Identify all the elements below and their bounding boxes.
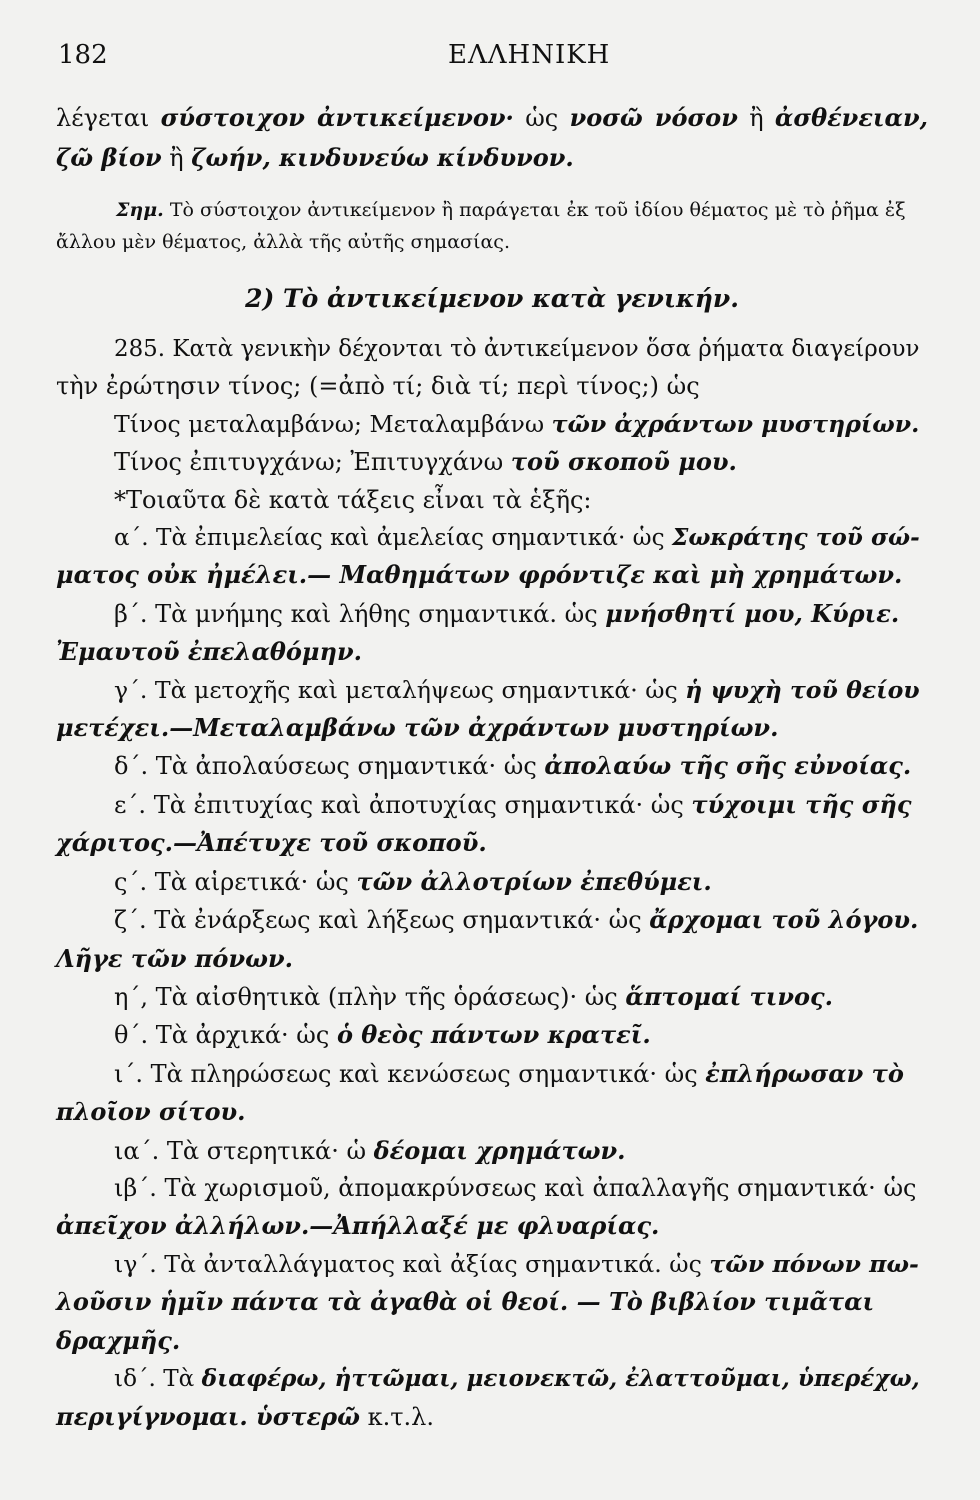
intro-bold-2: νοσῶ νόσον bbox=[569, 103, 738, 132]
intro-text-3: ἢ bbox=[737, 104, 775, 132]
bold-italic-example: τοῦ σκοποῦ μου. bbox=[510, 447, 737, 477]
text-line bbox=[56, 1207, 928, 1245]
text-line bbox=[56, 1322, 928, 1360]
bold-italic-example: ἀπολαύω τῆς σῆς εὐνοίας. bbox=[544, 751, 912, 781]
text-segment: ια΄. Τὰ στερητικά· ὡ bbox=[114, 1136, 374, 1165]
intro-bold-3: ἀσθένειαν, ζῶ βίον bbox=[56, 103, 929, 172]
bold-italic-example: πλοῖον σίτου. bbox=[56, 1097, 246, 1127]
note-text: Τὸ σύστοιχον ἀντικείμενον ἢ παράγεται ἐκ τοῦ ἰδίου θέματος μὲ τὸ ῥῆμα ἐξ ἄλλου μὲν θέματος, ἀλλὰ τῆς αὐτῆς σημασίας. bbox=[56, 199, 906, 253]
page-number: 182 bbox=[58, 40, 108, 70]
text-line bbox=[56, 482, 928, 519]
page-body bbox=[56, 98, 928, 1437]
text-segment: β΄. Τὰ μνήμης καὶ λήθης σημαντικά. ὡς bbox=[114, 599, 606, 628]
bold-italic-example: χάριτος.—Ἀπέτυχε τοῦ σκοποῦ. bbox=[56, 828, 487, 858]
text-line bbox=[56, 331, 928, 368]
text-segment: ζ΄. Τὰ ἐνάρξεως καὶ λήξεως σημαντικά· ὡς bbox=[114, 906, 650, 935]
bold-italic-example: λοῦσιν ἡμῖν πάντα τὰ ἀγαθὰ οἱ θεοί. — Τὸ βιβλίον τιμᾶται bbox=[56, 1287, 875, 1317]
section-285-body bbox=[56, 331, 928, 1437]
bold-italic-example: Ἐμαυτοῦ ἐπελαθόμην. bbox=[56, 637, 362, 667]
bold-italic-example: Λῆγε τῶν πόνων. bbox=[56, 943, 293, 973]
bold-italic-example: δραχμῆς. bbox=[56, 1325, 181, 1355]
bold-italic-example: Σωκράτης τοῦ σώ- bbox=[671, 524, 920, 552]
text-line bbox=[56, 863, 928, 901]
text-segment: τὴν ἐρώτησιν τίνος; (=ἀπὸ τί; διὰ τί; περὶ τίνος;) ὡς bbox=[56, 372, 700, 401]
intro-text-4: ἢ bbox=[161, 144, 192, 172]
text-segment: ιδ΄. Τὰ bbox=[114, 1365, 202, 1392]
running-title: ΕΛΛΗΝΙΚΗ bbox=[448, 40, 611, 70]
bold-italic-example: τῶν ἀλλοτρίων ἐπεθύμει. bbox=[356, 866, 712, 896]
bold-italic-example: τῶν ἀχράντων μυστηρίων. bbox=[551, 409, 920, 438]
text-line bbox=[56, 747, 928, 785]
text-segment: η΄, Τὰ αἰσθητικὰ (πλὴν τῆς ὁράσεως)· ὡς bbox=[114, 982, 626, 1011]
text-line bbox=[56, 1246, 928, 1283]
text-line bbox=[56, 940, 928, 978]
bold-italic-example: ὁ θεὸς πάντων κρατεῖ. bbox=[336, 1020, 651, 1050]
intro-paragraph bbox=[56, 98, 928, 178]
note-paragraph bbox=[56, 194, 928, 258]
text-segment: γ΄. Τὰ μετοχῆς καὶ μεταλήψεως σημαντικά· ὡς bbox=[114, 675, 686, 704]
text-line bbox=[56, 368, 928, 405]
bold-italic-example: ἐπλήρωσαν τὸ bbox=[705, 1058, 904, 1088]
text-segment: ε΄. Τὰ ἐπιτυχίας καὶ ἀποτυχίας σημαντικά· ὡς bbox=[114, 790, 692, 819]
intro-bold-1: σύστοιχον ἀντικείμενον· bbox=[160, 103, 514, 132]
bold-italic-example: ἀπεῖχον ἀλλήλων.—Ἀπήλλαξέ με φλυαρίας. bbox=[56, 1211, 660, 1241]
text-line bbox=[56, 406, 928, 443]
text-line bbox=[56, 1132, 928, 1170]
text-segment: ι΄. Τὰ πληρώσεως καὶ κενώσεως σημαντικά· ὡς bbox=[114, 1059, 706, 1088]
text-line bbox=[56, 595, 928, 633]
text-line bbox=[56, 824, 928, 862]
bold-italic-example: τύχοιμι τῆς σῆς bbox=[691, 789, 912, 819]
bold-italic-example: τῶν πόνων πω- bbox=[709, 1249, 919, 1278]
bold-italic-example: δέομαι χρημάτων. bbox=[373, 1135, 626, 1165]
text-segment: Τίνος ἐπιτυγχάνω; Ἐπιτυγχάνω bbox=[114, 448, 511, 477]
text-line bbox=[56, 633, 928, 671]
text-segment: α΄. Τὰ ἐπιμελείας καὶ ἀμελείας σημαντικά· ὡς bbox=[114, 524, 672, 552]
intro-text-2: ὡς bbox=[513, 104, 570, 132]
text-line bbox=[56, 1283, 928, 1321]
text-line bbox=[56, 556, 928, 594]
text-segment: θ΄. Τὰ ἀρχικά· ὡς bbox=[114, 1021, 337, 1050]
intro-text-1: λέγεται bbox=[56, 104, 161, 132]
text-line bbox=[56, 1016, 928, 1054]
intro-bold-4: ζωήν, κινδυνεύω κίνδυνον. bbox=[191, 143, 574, 172]
text-line bbox=[56, 786, 928, 824]
bold-italic-example: μετέχει.—Μεταλαμβάνω τῶν ἀχράντων μυστηρίων. bbox=[56, 713, 779, 743]
text-segment: κ.τ.λ. bbox=[359, 1403, 434, 1432]
text-line bbox=[56, 709, 928, 747]
text-segment: ς΄. Τὰ αἱρετικά· ὡς bbox=[114, 867, 357, 896]
text-line bbox=[56, 1170, 928, 1207]
text-line bbox=[56, 978, 928, 1016]
text-segment: 285. Κατὰ γενικὴν δέχονται τὸ ἀντικείμενον ὅσα ῥήματα διαγείρουν bbox=[114, 336, 920, 362]
text-line bbox=[56, 1360, 928, 1398]
text-line bbox=[56, 1398, 928, 1436]
section-heading: 2) Τὸ ἀντικείμενον κατὰ γενικήν. bbox=[245, 284, 739, 313]
text-line bbox=[56, 1093, 928, 1131]
text-line bbox=[56, 672, 928, 709]
text-segment: *Τοιαῦτα δὲ κατὰ τάξεις εἶναι τὰ ἑξῆς: bbox=[114, 485, 592, 514]
note-label: Σημ. bbox=[116, 199, 164, 221]
page-header bbox=[58, 40, 928, 80]
bold-italic-example: διαφέρω, ἡττῶμαι, μειονεκτῶ, ἐλαττοῦμαι, ὑπερέχω, bbox=[201, 1364, 920, 1392]
text-line bbox=[56, 443, 928, 481]
text-segment: ιγ΄. Τὰ ἀνταλλάγματος καὶ ἀξίας σημαντικά. ὡς bbox=[114, 1249, 710, 1278]
text-segment: Τίνος μεταλαμβάνω; Μεταλαμβάνω bbox=[114, 409, 552, 438]
text-segment: δ΄. Τὰ ἀπολαύσεως σημαντικά· ὡς bbox=[114, 752, 545, 781]
bold-italic-example: μνήσθητί μου, Κύριε. bbox=[605, 598, 900, 628]
bold-italic-example: ματος οὐκ ἠμέλει.— Μαθημάτων φρόντιζε καὶ μὴ χρημάτων. bbox=[56, 560, 903, 590]
bold-italic-example: ἡ ψυχὴ τοῦ θείου bbox=[685, 675, 920, 704]
text-line bbox=[56, 1055, 928, 1093]
text-line bbox=[56, 519, 928, 556]
text-segment: ιβ΄. Τὰ χωρισμοῦ, ἀπομακρύνσεως καὶ ἀπαλλαγῆς σημαντικά· ὡς bbox=[114, 1173, 917, 1202]
bold-italic-example: ἅπτομαί τινος. bbox=[625, 981, 833, 1011]
bold-italic-example: περιγίγνομαι. ὑστερῶ bbox=[56, 1402, 360, 1432]
text-line bbox=[56, 901, 928, 939]
bold-italic-example: ἄρχομαι τοῦ λόγου. bbox=[649, 905, 919, 935]
